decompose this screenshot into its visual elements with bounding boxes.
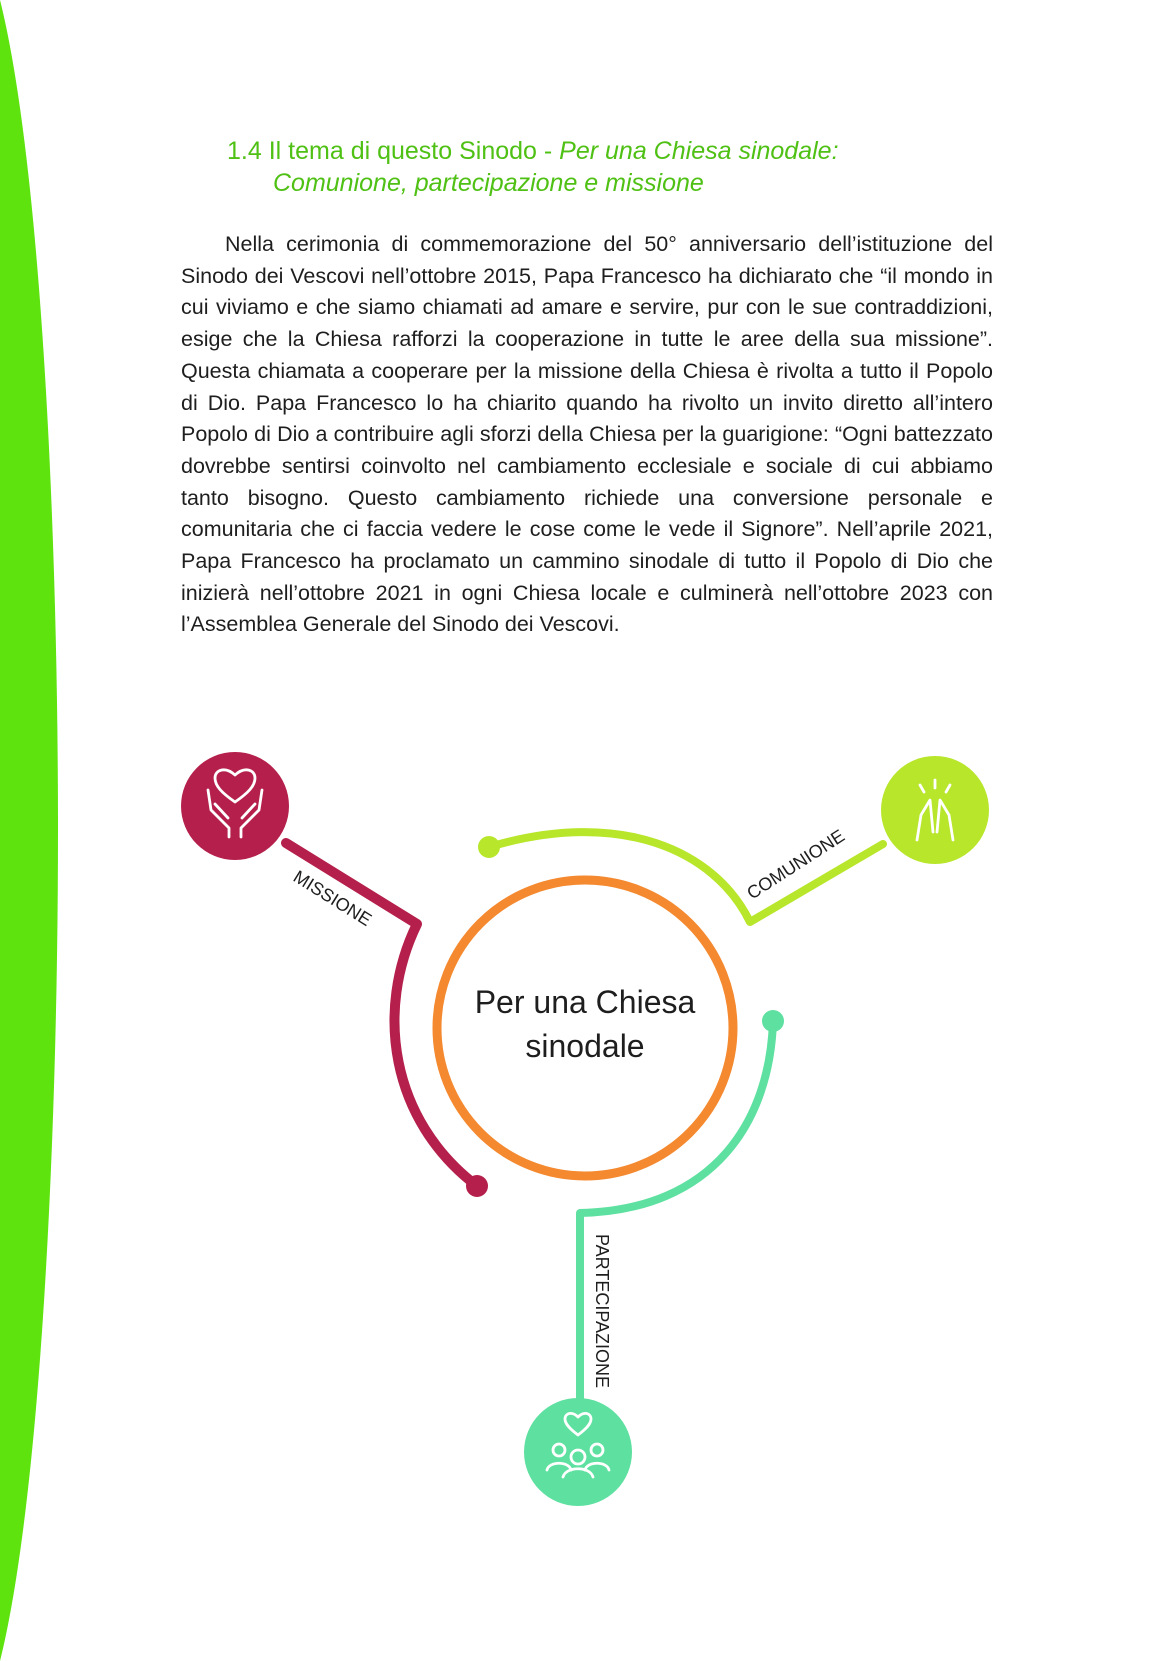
comunione-end-dot bbox=[478, 836, 500, 858]
missione-node bbox=[181, 752, 289, 860]
partecipazione-end-dot bbox=[762, 1010, 784, 1032]
section-title-line1: Per una Chiesa sinodale: bbox=[559, 137, 839, 165]
center-circle bbox=[437, 880, 733, 1176]
section-number: 1.4 bbox=[227, 137, 262, 165]
center-title-line1: Per una Chiesa bbox=[474, 984, 696, 1020]
body-paragraph: Nella cerimonia di commemorazione del 50° anniversario dell’istituzione del Sinodo dei Vescovi nell’ottobre 2015, Papa Francesco ha dichiarato che “il mondo in cui viviamo e che siamo chiamati ad amare e servire, pur con le sue contraddizioni, esige che la Chiesa rafforzi la cooperazione in tutte le aree della sua missione”. Questa chiamata a cooperare per la missione della Chiesa è rivolta a tutto il Popolo di Dio. Papa Francesco lo ha chiarito quando ha rivolto un invito diretto all’intero Popolo di Dio a contribuire agli sforzi della Chiesa per la guarigione: “Ogni battezzato dovrebbe sentirsi coinvolto nel cambiamento ecclesiale e sociale di cui abbiamo tanto bisogno. Questo cambiamento richiede una conversione personale e comunitaria che ci faccia vedere le cose come le vede il Signore”. Nell’aprile 2021, Papa Francesco ha proclamato un cammino sinodale di tutto il Popolo di Dio che inizierà nell’ottobre 2021 in ogni Chiesa locale e culminerà nell’ottobre 2023 con l’Assemblea Generale del Sinodo dei Vescovi. bbox=[181, 232, 993, 637]
comunione-label: COMUNIONE bbox=[743, 825, 849, 904]
comunione-node bbox=[881, 756, 989, 864]
missione-branch bbox=[181, 752, 488, 1197]
missione-end-dot bbox=[466, 1175, 488, 1197]
missione-label: MISSIONE bbox=[289, 866, 376, 931]
section-title-line2: Comunione, partecipazione e missione bbox=[273, 169, 704, 197]
center-title-line2: sinodale bbox=[525, 1028, 645, 1064]
section-prefix: Il tema di questo Sinodo - bbox=[268, 137, 553, 165]
partecipazione-node bbox=[524, 1398, 632, 1506]
partecipazione-label: PARTECIPAZIONE bbox=[592, 1234, 612, 1389]
